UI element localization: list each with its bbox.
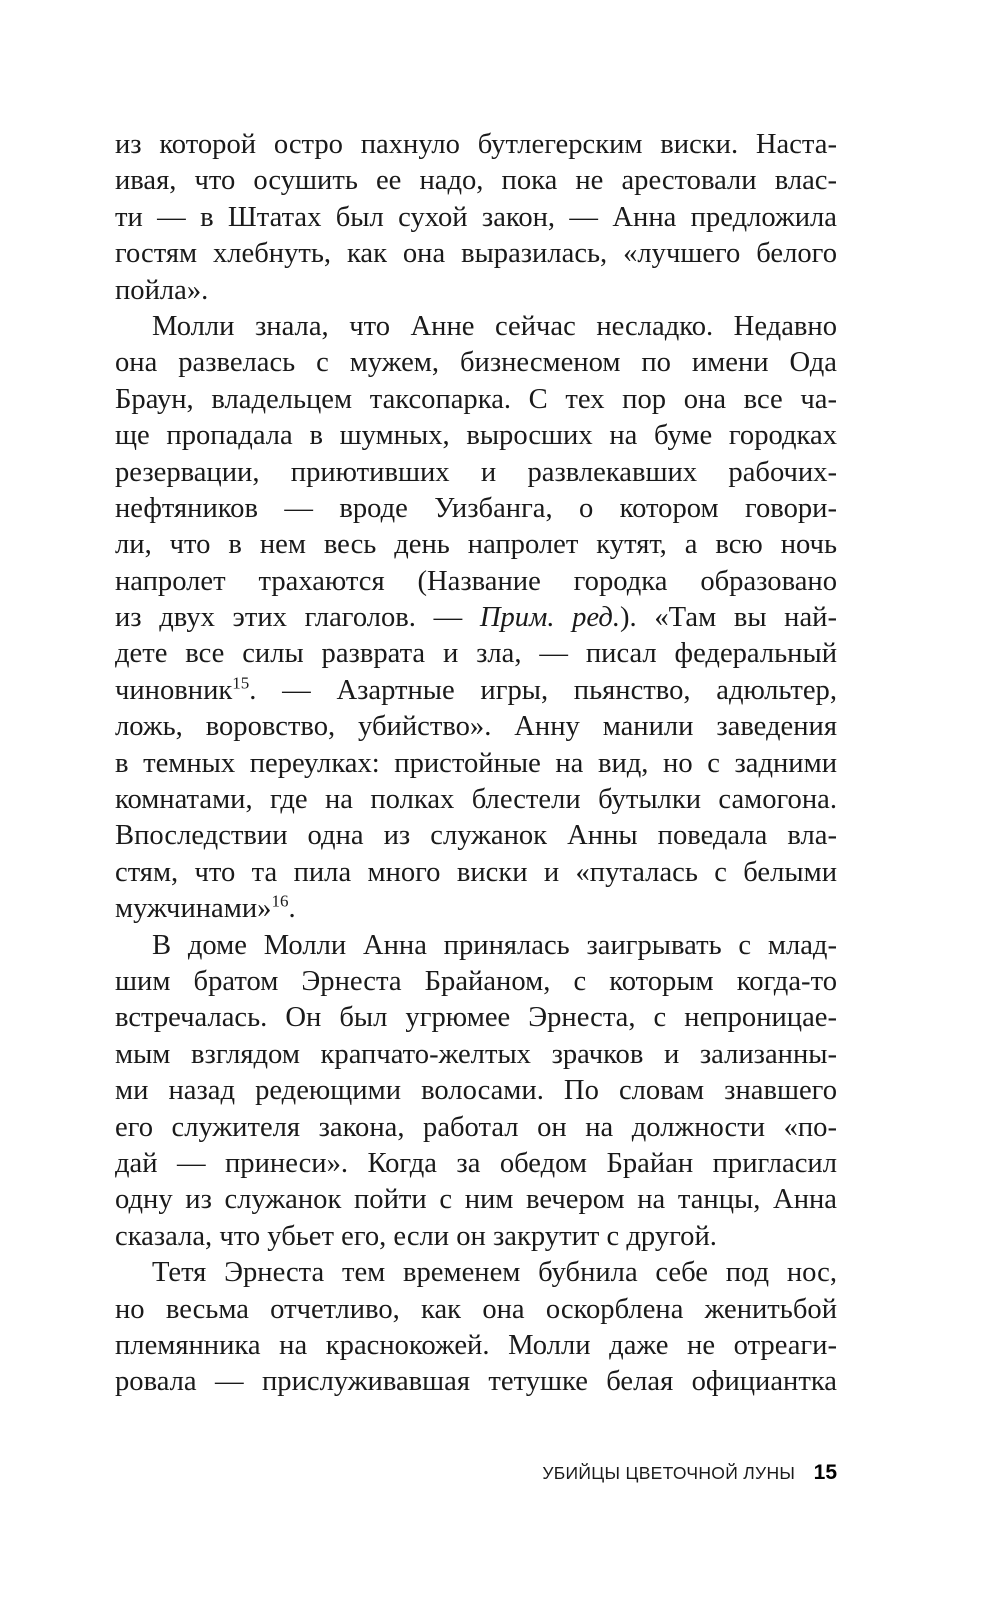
text-line: ровала — прислуживавшая тетушке белая официантка: [115, 1366, 837, 1398]
text-line: ще пропадала в шумных, выросших на буме городках: [115, 420, 837, 452]
footnote-ref-16[interactable]: 16: [271, 891, 289, 911]
text-fragment: .: [288, 893, 296, 925]
text-line: нефтяников — вроде Уизбанга, о котором говори-: [115, 492, 837, 524]
text-line: ивая, что осушить ее надо, пока не арестовали влас-: [115, 165, 837, 197]
text-line: сказала, что убьет его, если он закрутит с другой.: [115, 1220, 717, 1252]
text-line: стям, что та пила много виски и «путалась с белыми: [115, 856, 837, 888]
text-line: [115, 600, 837, 636]
page-footer: [542, 1458, 837, 1488]
text-line: но весьма отчетливо, как она оскорблена женитьбой: [115, 1293, 837, 1325]
text-line: племянника на краснокожей. Молли даже не отреаги-: [115, 1329, 837, 1361]
text-line: шим братом Эрнеста Брайаном, с которым когда-то: [115, 965, 837, 997]
text-fragment: из двух этих глаголов. —: [115, 602, 480, 634]
text-line: мым взглядом крапчато-желтых зрачков и зализанны-: [115, 1038, 837, 1070]
paragraph: [115, 928, 837, 1256]
text-line: она развелась с мужем, бизнесменом по имени Ода: [115, 347, 837, 379]
text-line: ти — в Штатах был сухой закон, — Анна предложила: [115, 201, 837, 233]
text-line: В доме Молли Анна принялась заигрывать с млад-: [152, 929, 837, 961]
text-fragment: . — Азартные игры, пьянство, адюльтер,: [249, 674, 837, 706]
text-fragment: чиновник: [115, 674, 233, 706]
text-line: его служителя закона, работал он на должности «по-: [115, 1111, 837, 1143]
paragraph: [115, 309, 837, 928]
text-line: [115, 891, 837, 927]
running-title: УБИЙЦЫ ЦВЕТОЧНОЙ ЛУНЫ: [542, 1463, 796, 1483]
text-line: Впоследствии одна из служанок Анны поведала вла-: [115, 820, 837, 852]
text-line: пойла».: [115, 274, 209, 306]
text-fragment: мужчинами»: [115, 893, 272, 925]
text-line: ми назад редеющими волосами. По словам знавшего: [115, 1075, 837, 1107]
page-number: 15: [813, 1461, 837, 1484]
text-line: из которой остро пахнуло бутлегерским виски. Наста-: [115, 129, 837, 160]
text-line: Тетя Эрнеста тем временем бубнила себе под нос,: [152, 1257, 837, 1289]
text-line: Молли знала, что Анне сейчас несладко. Недавно: [152, 310, 837, 342]
text-line: в темных переулках: пристойные на вид, но с задними: [115, 747, 837, 779]
text-line: комнатами, где на полках блестели бутылки самогона.: [115, 784, 837, 816]
text-line: напролет трахаются (Название городка образовано: [115, 565, 837, 597]
paragraph: [115, 127, 837, 309]
text-line: ложь, воровство, убийство». Анну манили заведения: [115, 711, 837, 743]
text-line: дай — принеси». Когда за обедом Брайан пригласил: [115, 1147, 837, 1179]
text-line: ли, что в нем весь день напролет кутят, а всю ночь: [115, 529, 837, 561]
paragraph: [115, 1255, 837, 1401]
text-line: Браун, владельцем таксопарка. С тех пор она все ча-: [115, 383, 837, 415]
text-line: дете все силы разврата и зла, — писал федеральный: [115, 638, 837, 670]
editor-note: Прим. ред.: [479, 602, 621, 634]
text-line: [115, 673, 837, 709]
text-line: одну из служанок пойти с ним вечером на танцы, Анна: [115, 1184, 837, 1216]
text-line: резервации, приютивших и развлекавших рабочих-: [115, 456, 837, 488]
text-line: встречалась. Он был угрюмее Эрнеста, с непроницае-: [115, 1002, 837, 1034]
page-text: [115, 127, 837, 1401]
footnote-ref-15[interactable]: 15: [232, 673, 250, 693]
text-fragment: ). «Там вы най-: [620, 602, 838, 634]
text-line: гостям хлебнуть, как она выразилась, «лучшего белого: [115, 238, 837, 270]
